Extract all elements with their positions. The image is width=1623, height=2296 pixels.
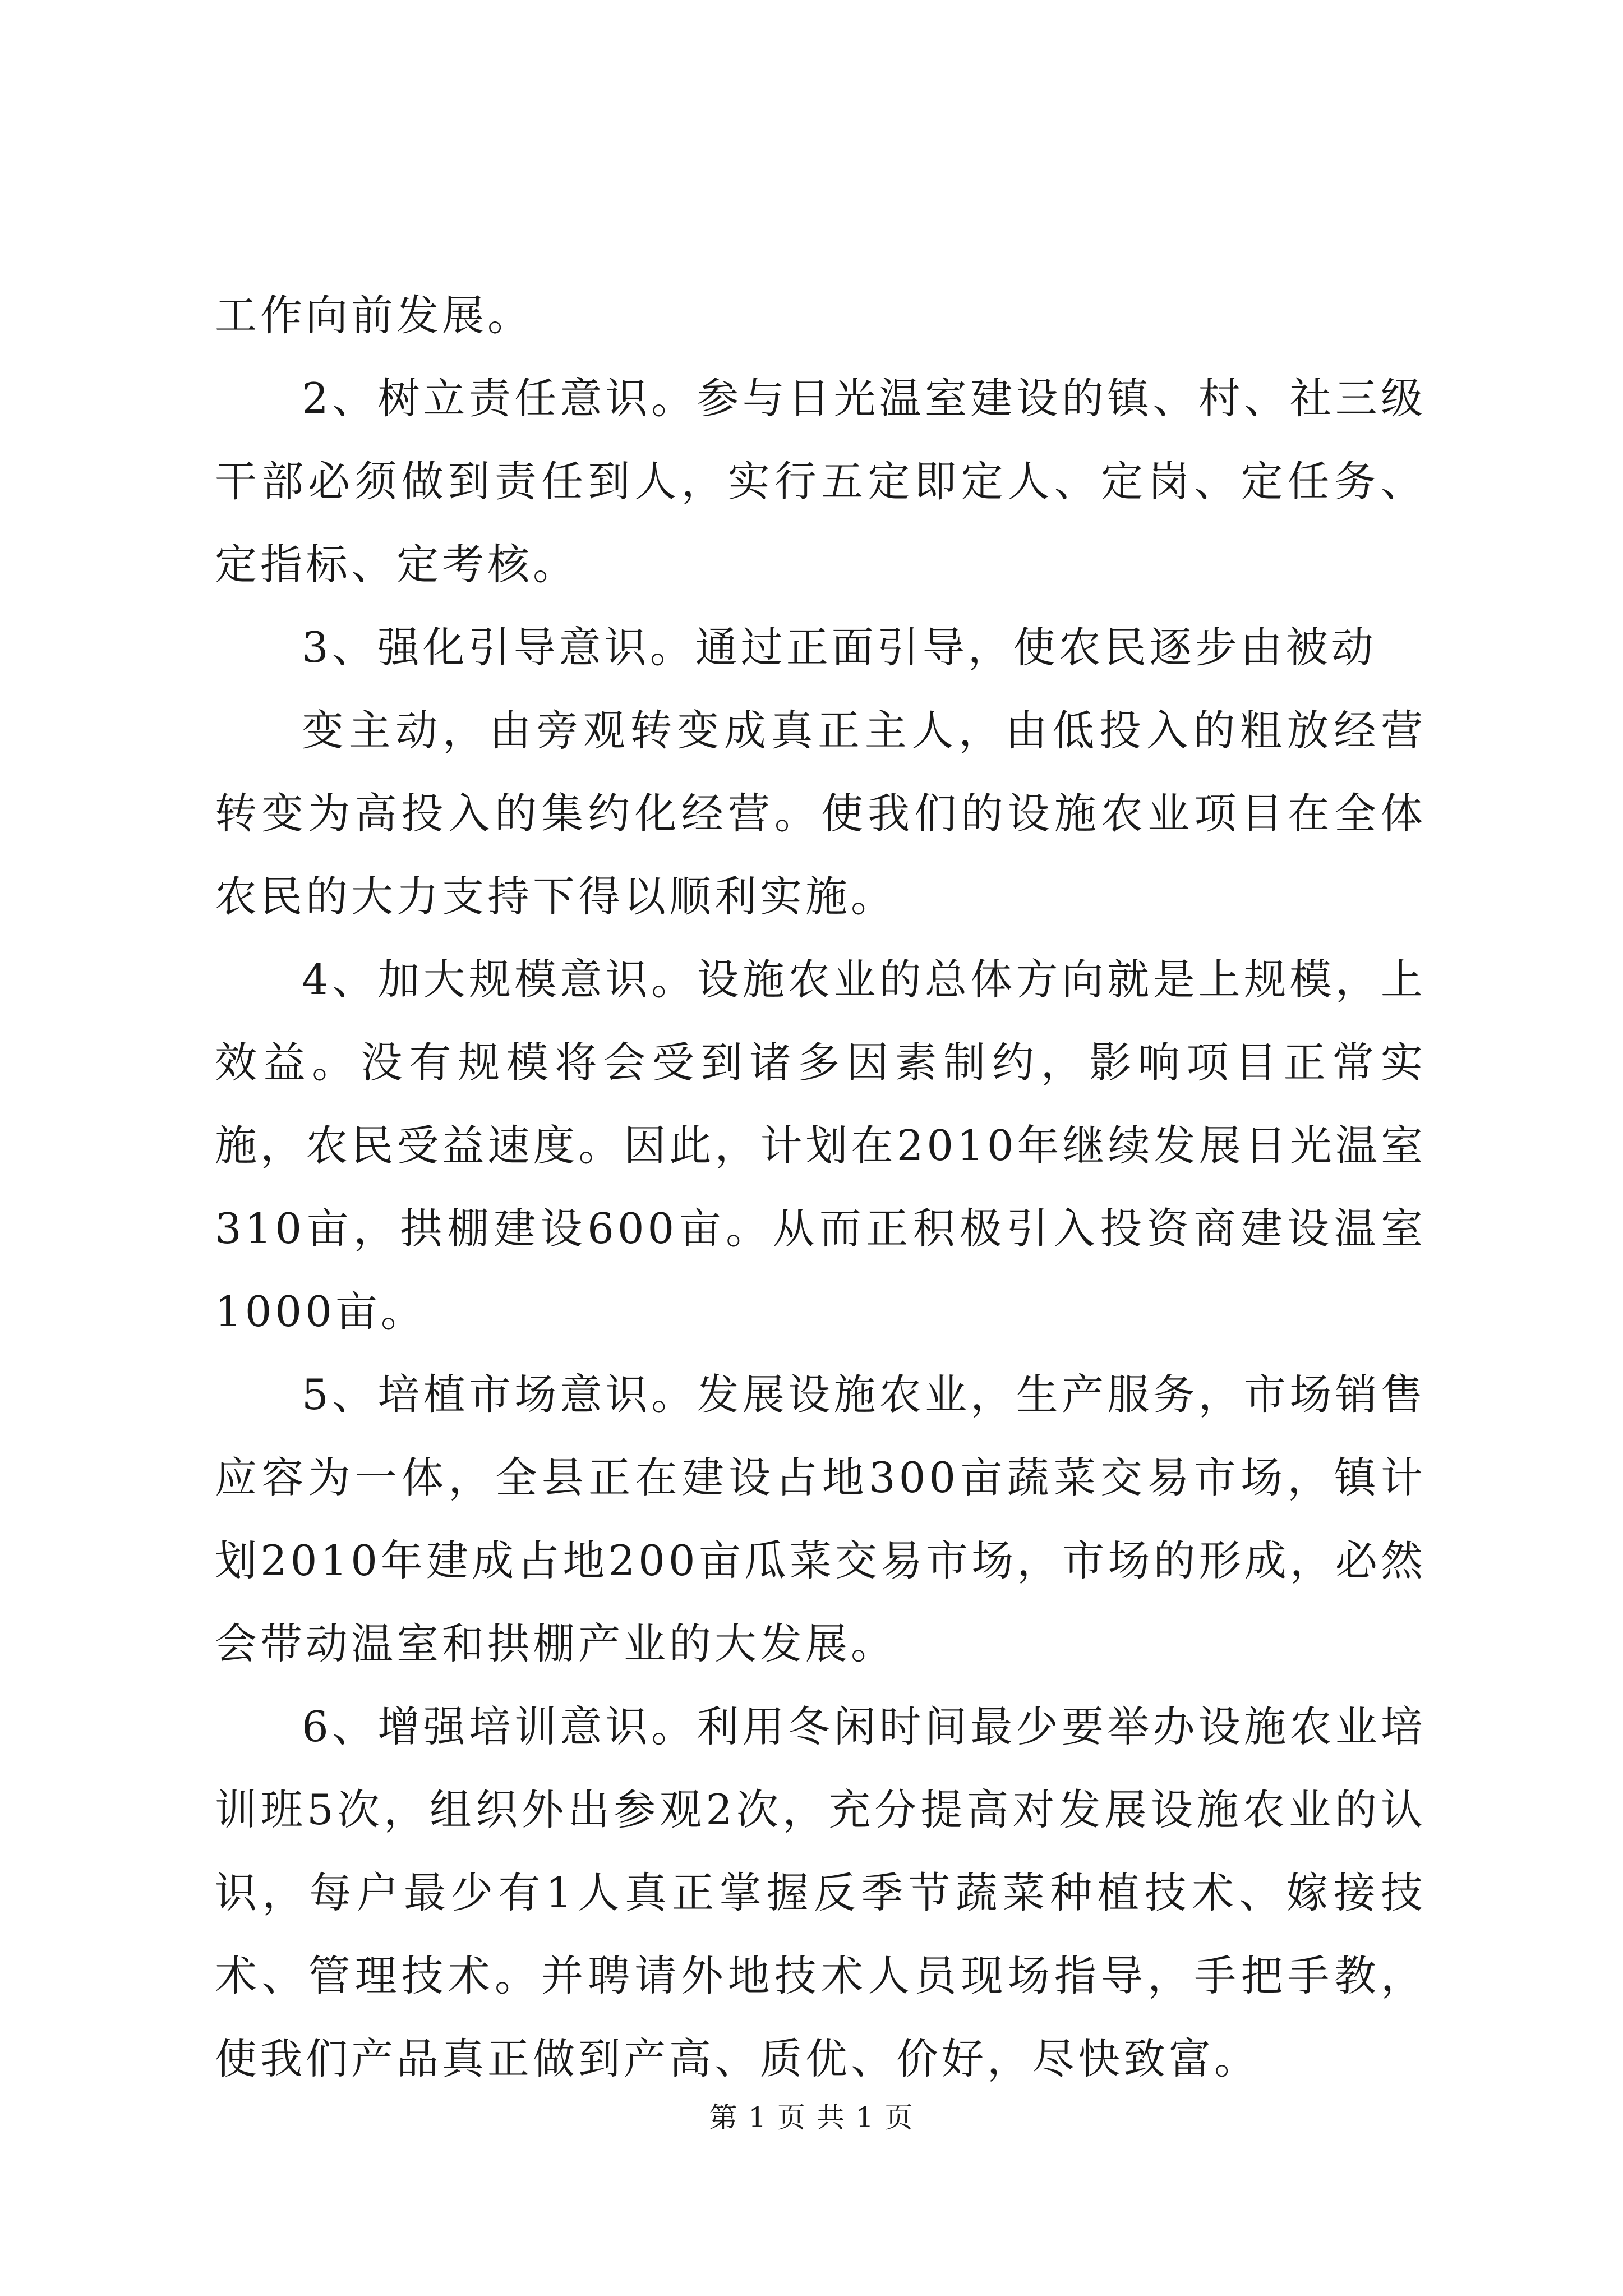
paragraph-item-4: 4、加大规模意识。设施农业的总体方向就是上规模，上效益。没有规模将会受到诸多因素制约，影响项目正常实施，农民受益速度。因此，计划在2010年继续发展日光温室310亩，拱棚建设600亩。从而正积极引入投资商建设温室1000亩。 xyxy=(215,955,1426,1336)
paragraph-item-2: 2、树立责任意识。参与日光温室建设的镇、村、社三级干部必须做到责任到人，实行五定即定人、定岗、定任务、定指标、定考核。 xyxy=(215,374,1426,589)
paragraph-item-5: 5、培植市场意识。发展设施农业，生产服务，市场销售应容为一体，全县正在建设占地300亩蔬菜交易市场，镇计划2010年建成占地200亩瓜菜交易市场，市场的形成，必然会带动温室和拱棚产业的大发展。 xyxy=(215,1370,1426,1668)
page-number-footer: 第 1 页 共 1 页 xyxy=(709,2101,914,2134)
paragraph-item-3-continued: 变主动，由旁观转变成真正主人，由低投入的粗放经营转变为高投入的集约化经营。使我们的设施农业项目在全体农民的大力支持下得以顺利实施。 xyxy=(215,706,1426,921)
document-body xyxy=(215,274,1426,2100)
paragraph-item-6: 6、增强培训意识。利用冬闲时间最少要举办设施农业培训班5次，组织外出参观2次，充分提高对发展设施农业的认识，每户最少有1人真正掌握反季节蔬菜种植技术、嫁接技术、管理技术。并聘请外地技术人员现场指导，手把手教，使我们产品真正做到产高、质优、价好，尽快致富。 xyxy=(215,1702,1426,2083)
paragraph-item-3: 3、强化引导意识。通过正面引导，使农民逐步由被动 xyxy=(302,623,1377,672)
paragraph-continuation: 工作向前发展。 xyxy=(215,291,533,340)
